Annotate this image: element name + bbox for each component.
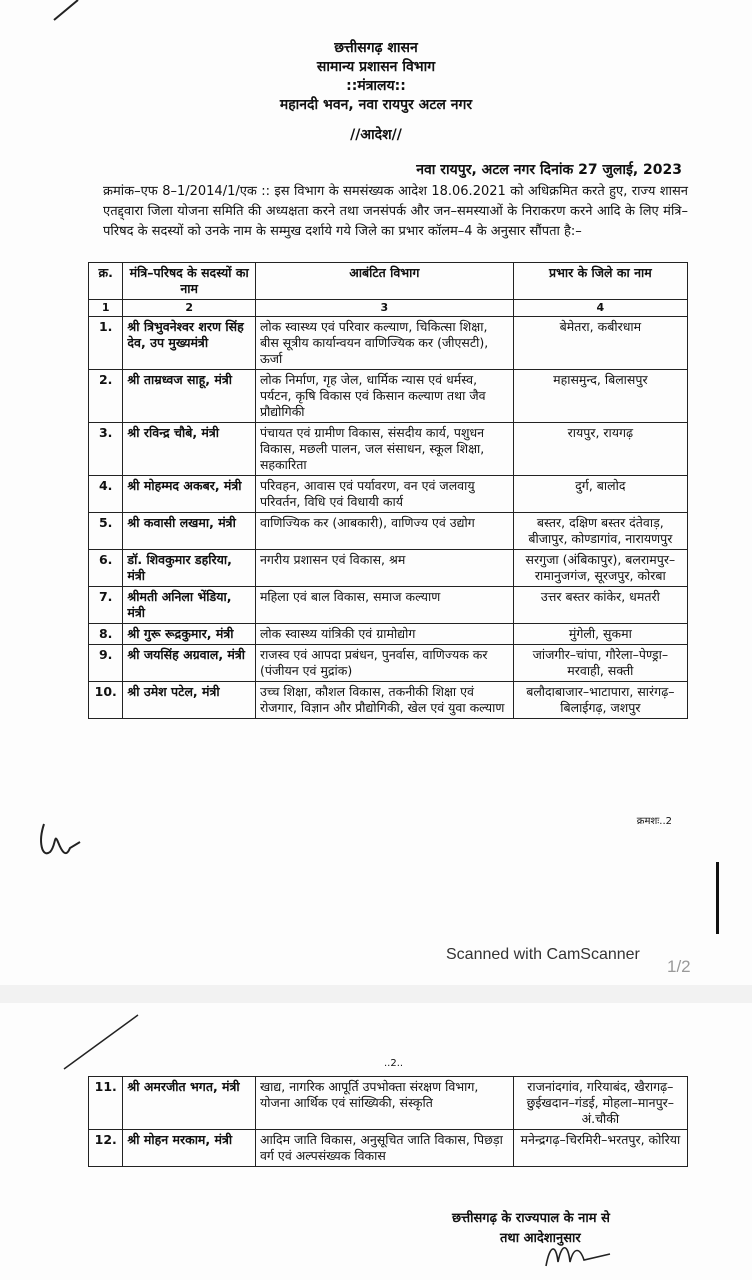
district-list: दुर्ग, बालोद: [513, 476, 687, 513]
minister-name: श्री त्रिभुवनेश्वर शरण सिंह देव, उप मुख्यमंत्री: [123, 317, 256, 370]
initial-signature: [36, 818, 88, 864]
table-row: [89, 317, 688, 370]
scan-edge-line: [716, 862, 719, 934]
table-row: [89, 513, 688, 550]
table-row: [89, 624, 688, 645]
row-number: 11.: [89, 1077, 123, 1130]
table-row: [89, 1077, 688, 1130]
district-list: महासमुन्द, बिलासपुर: [513, 370, 687, 423]
district-list: बस्तर, दक्षिण बस्तर दंतेवाड़, बीजापुर, कोण्डागांव, नारायणपुर: [513, 513, 687, 550]
signature-text-line-1: छत्तीसगढ़ के राज्यपाल के नाम से: [452, 1211, 610, 1226]
department-list: राजस्व एवं आपदा प्रबंधन, पुनर्वास, वाणिज्यक कर (पंजीयन एवं मुद्रांक): [255, 645, 513, 682]
page-separator: [0, 985, 752, 1003]
order-title: //आदेश//: [350, 127, 402, 143]
order-intro-paragraph: क्रमांक–एफ 8–1/2014/1/एक :: इस विभाग के समसंख्यक आदेश 18.06.2021 को अधिक्रमित करते हुए, राज्य शासन एतद्द्वारा जिला योजना समिति की अध्यक्षता करने तथा जनसंपर्क और जन–समस्याओं के निराकरण करने आदि के लिए मंत्रि–परिषद के सदस्यों को उनके नाम के सम्मुख दर्शाये गये जिले का प्रभार कॉलम–4 के अनुसार सौंपता है:–: [103, 184, 688, 239]
minister-name: श्री अमरजीत भगत, मंत्री: [123, 1077, 256, 1130]
row-number: 7.: [89, 587, 123, 624]
table-row: [89, 476, 688, 513]
col-header-department: आबंटित विभाग: [255, 263, 513, 300]
row-number: 2.: [89, 370, 123, 423]
table-row: [89, 682, 688, 719]
department-list: लोक स्वास्थ्य यांत्रिकी एवं ग्रामोद्योग: [255, 624, 513, 645]
row-number: 4.: [89, 476, 123, 513]
department-list: आदिम जाति विकास, अनुसूचित जाति विकास, पिछड़ा वर्ग एवं अल्पसंख्यक विकास: [255, 1130, 513, 1167]
minister-name: श्री जयसिंह अग्रवाल, मंत्री: [123, 645, 256, 682]
page-2-marker: ..2..: [384, 1058, 404, 1069]
ministry-label: ::मंत्रालय::: [346, 78, 406, 94]
minister-name: श्री मोहन मरकाम, मंत्री: [123, 1130, 256, 1167]
district-list: मुंगेली, सुकमा: [513, 624, 687, 645]
table-row: [89, 645, 688, 682]
district-list: मनेन्द्रगढ़–चिरमिरी–भरतपुर, कोरिया: [513, 1130, 687, 1167]
date-line: नवा रायपुर, अटल नगर दिनांक 27 जुलाई, 2023: [416, 162, 682, 178]
row-number: 3.: [89, 423, 123, 476]
row-number: 5.: [89, 513, 123, 550]
department-list: महिला एवं बाल विकास, समाज कल्याण: [255, 587, 513, 624]
minister-name: श्री मोहम्मद अकबर, मंत्री: [123, 476, 256, 513]
table-row: [89, 550, 688, 587]
department-list: वाणिज्यिक कर (आबकारी), वाणिज्य एवं उद्योग: [255, 513, 513, 550]
department-list: परिवहन, आवास एवं पर्यावरण, वन एवं जलवायु परिवर्तन, विधि एवं विधायी कार्य: [255, 476, 513, 513]
district-list: बलौदाबाजार–भाटापारा, सारंगढ़–बिलाईगढ़, जशपुर: [513, 682, 687, 719]
minister-name: श्रीमती अनिला भेंडिया, मंत्री: [123, 587, 256, 624]
district-list: सरगुजा (अंबिकापुर), बलरामपुर–रामानुजगंज, सूरजपुर, कोरबा: [513, 550, 687, 587]
row-number: 12.: [89, 1130, 123, 1167]
department-list: नगरीय प्रशासन एवं विकास, श्रम: [255, 550, 513, 587]
minister-name: श्री कवासी लखमा, मंत्री: [123, 513, 256, 550]
table-row: [89, 370, 688, 423]
col-number: 4: [513, 300, 687, 317]
col-header-minister: मंत्रि–परिषद के सदस्यों का नाम: [123, 263, 256, 300]
department-list: खाद्य, नागरिक आपूर्ति उपभोक्ता संरक्षण विभाग, योजना आर्थिक एवं सांख्यिकी, संस्कृति: [255, 1077, 513, 1130]
col-header-district: प्रभार के जिले का नाम: [513, 263, 687, 300]
minister-name: डॉ. शिवकुमार डहरिया, मंत्री: [123, 550, 256, 587]
col-number: 2: [123, 300, 256, 317]
table-row: [89, 587, 688, 624]
department-list: लोक निर्माण, गृह जेल, धार्मिक न्यास एवं धर्मस्व, पर्यटन, कृषि विकास एवं किसान कल्याण तथा जैव प्रौद्योगिकी: [255, 370, 513, 423]
col-number: 3: [255, 300, 513, 317]
department-name: सामान्य प्रशासन विभाग: [316, 59, 436, 75]
allocation-table: [88, 262, 688, 719]
allocation-table-continued: [88, 1076, 688, 1167]
district-list: रायपुर, रायगढ़: [513, 423, 687, 476]
address-line: महानदी भवन, नवा रायपुर अटल नगर: [279, 97, 473, 113]
signature-text-line-2: तथा आदेशानुसार: [500, 1231, 581, 1246]
district-list: बेमेतरा, कबीरधाम: [513, 317, 687, 370]
row-number: 8.: [89, 624, 123, 645]
table-row: [89, 423, 688, 476]
minister-name: श्री रविन्द्र चौबे, मंत्री: [123, 423, 256, 476]
minister-name: श्री गुरू रूद्रकुमार, मंत्री: [123, 624, 256, 645]
camscanner-watermark: Scanned with CamScanner: [446, 946, 640, 963]
govt-name: छत्तीसगढ़ शासन: [334, 40, 418, 56]
continued-marker: क्रमशः..2: [636, 816, 672, 827]
district-list: उत्तर बस्तर कांकेर, धमतरी: [513, 587, 687, 624]
district-list: जांजगीर–चांपा, गौरेला–पेण्ड्रा–मरवाही, सक्ती: [513, 645, 687, 682]
page-indicator: 1/2: [667, 957, 691, 976]
col-number: 1: [89, 300, 123, 317]
minister-name: श्री ताम्रध्वज साहू, मंत्री: [123, 370, 256, 423]
row-number: 9.: [89, 645, 123, 682]
row-number: 6.: [89, 550, 123, 587]
minister-name: श्री उमेश पटेल, मंत्री: [123, 682, 256, 719]
department-list: लोक स्वास्थ्य एवं परिवार कल्याण, चिकित्सा शिक्षा, बीस सूत्रीय कार्यान्वयन वाणिज्यिक कर (जीएसटी), ऊर्जा: [255, 317, 513, 370]
row-number: 1.: [89, 317, 123, 370]
col-header-no: क्र.: [89, 263, 123, 300]
pen-stroke-mark: [50, 0, 80, 22]
row-number: 10.: [89, 682, 123, 719]
department-list: पंचायत एवं ग्रामीण विकास, संसदीय कार्य, पशुधन विकास, मछली पालन, जल संसाधन, स्कूल शिक्षा, सहकारिता: [255, 423, 513, 476]
table-row: [89, 1130, 688, 1167]
pen-stroke-mark: [60, 1013, 140, 1073]
department-list: उच्च शिक्षा, कौशल विकास, तकनीकी शिक्षा एवं रोजगार, विज्ञान और प्रौद्योगिकी, खेल एवं युवा कल्याण: [255, 682, 513, 719]
officer-signature: [540, 1236, 620, 1276]
district-list: राजनांदगांव, गरियाबंद, खैरागढ़–छुईखदान–गंडई, मोहला–मानपुर–अं.चौकी: [513, 1077, 687, 1130]
